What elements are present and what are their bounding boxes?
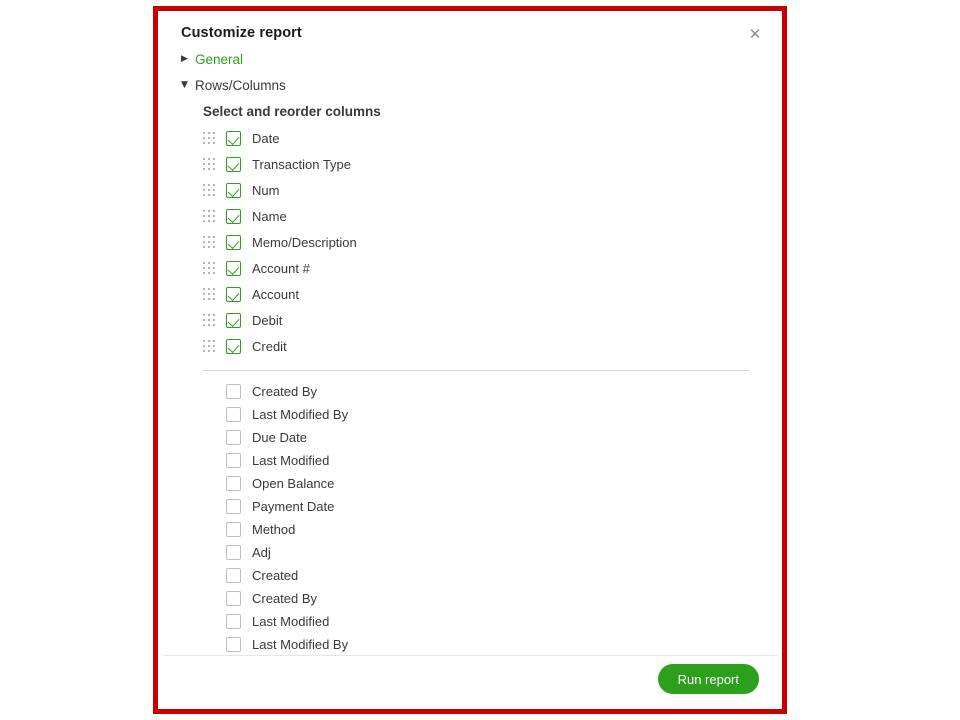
section-general-label: General — [195, 51, 244, 67]
divider — [203, 370, 749, 371]
list-item-label: Account # — [252, 260, 310, 276]
highlight-outline — [153, 6, 787, 714]
list-item[interactable] — [181, 307, 759, 333]
drag-handle-icon[interactable] — [203, 132, 217, 144]
list-item-label: Account — [252, 286, 299, 302]
column-checkbox[interactable] — [226, 209, 241, 224]
list-item[interactable] — [181, 564, 759, 587]
list-item-label: Last Modified — [252, 614, 330, 629]
list-item-label: Adj — [252, 545, 271, 560]
available-columns-list — [181, 380, 759, 679]
list-item[interactable] — [181, 333, 759, 359]
list-item[interactable] — [181, 255, 759, 281]
chevron-down-icon — [181, 81, 195, 90]
column-checkbox[interactable] — [226, 157, 241, 172]
drag-handle-icon[interactable] — [203, 314, 217, 326]
dialog-header — [163, 16, 777, 46]
list-item-label: Date — [252, 130, 280, 146]
subsection-title: Select and reorder columns — [203, 104, 381, 119]
list-item[interactable] — [181, 449, 759, 472]
column-checkbox[interactable] — [226, 614, 241, 629]
list-item[interactable] — [181, 229, 759, 255]
run-report-button[interactable]: Run report — [658, 664, 759, 694]
list-item-label: Created By — [252, 384, 318, 399]
list-item[interactable] — [181, 518, 759, 541]
column-checkbox[interactable] — [226, 261, 241, 276]
dialog-footer — [163, 655, 777, 704]
section-general[interactable] — [181, 46, 759, 72]
customize-report-dialog — [163, 16, 777, 704]
list-item[interactable] — [181, 177, 759, 203]
list-item[interactable] — [181, 610, 759, 633]
close-icon[interactable]: ✕ — [748, 25, 762, 43]
column-checkbox[interactable] — [226, 407, 241, 422]
column-checkbox[interactable] — [226, 287, 241, 302]
list-item-label: Created By — [252, 591, 318, 606]
column-checkbox[interactable] — [226, 476, 241, 491]
selected-columns-list — [181, 125, 759, 359]
drag-handle-icon[interactable] — [203, 158, 217, 170]
column-checkbox[interactable] — [226, 313, 241, 328]
list-item-label: Transaction Type — [252, 156, 351, 172]
list-item-label: Last Modified — [252, 453, 330, 468]
section-rows-columns[interactable] — [181, 72, 759, 98]
column-checkbox[interactable] — [226, 545, 241, 560]
column-checkbox[interactable] — [226, 131, 241, 146]
list-item[interactable] — [181, 403, 759, 426]
column-checkbox[interactable] — [226, 591, 241, 606]
list-item-label: Last Modified By — [252, 637, 349, 652]
drag-handle-icon[interactable] — [203, 184, 217, 196]
drag-handle-icon[interactable] — [203, 262, 217, 274]
list-item-label: Created — [252, 568, 299, 583]
list-item[interactable] — [181, 633, 759, 656]
list-item-label: Num — [252, 182, 280, 198]
list-item-label: Credit — [252, 338, 287, 354]
column-checkbox[interactable] — [226, 637, 241, 652]
list-item[interactable] — [181, 380, 759, 403]
list-item-label: Name — [252, 208, 287, 224]
list-item-label: Method — [252, 522, 296, 537]
list-item[interactable] — [181, 472, 759, 495]
column-checkbox[interactable] — [226, 430, 241, 445]
column-checkbox[interactable] — [226, 453, 241, 468]
list-item-label: Due Date — [252, 430, 307, 445]
list-item[interactable] — [181, 125, 759, 151]
section-rows-columns-label: Rows/Columns — [195, 77, 286, 93]
column-checkbox[interactable] — [226, 339, 241, 354]
drag-handle-icon[interactable] — [203, 288, 217, 300]
list-item-label: Last Modified By — [252, 407, 349, 422]
list-item[interactable] — [181, 203, 759, 229]
drag-handle-icon[interactable] — [203, 236, 217, 248]
drag-handle-icon[interactable] — [203, 340, 217, 352]
chevron-right-icon — [181, 55, 195, 64]
list-item-label: Payment Date — [252, 499, 335, 514]
list-item-label: Memo/Description — [252, 234, 357, 250]
column-checkbox[interactable] — [226, 235, 241, 250]
column-checkbox[interactable] — [226, 568, 241, 583]
column-checkbox[interactable] — [226, 384, 241, 399]
column-checkbox[interactable] — [226, 183, 241, 198]
drag-handle-icon[interactable] — [203, 210, 217, 222]
column-checkbox[interactable] — [226, 499, 241, 514]
list-item-label: Open Balance — [252, 476, 335, 491]
list-item[interactable] — [181, 541, 759, 564]
list-item[interactable] — [181, 426, 759, 449]
list-item[interactable] — [181, 151, 759, 177]
list-item[interactable] — [181, 495, 759, 518]
list-item[interactable] — [181, 587, 759, 610]
dialog-body — [163, 46, 777, 656]
list-item[interactable] — [181, 281, 759, 307]
list-item-label: Debit — [252, 312, 283, 328]
page-title: Customize report — [181, 25, 302, 41]
column-checkbox[interactable] — [226, 522, 241, 537]
